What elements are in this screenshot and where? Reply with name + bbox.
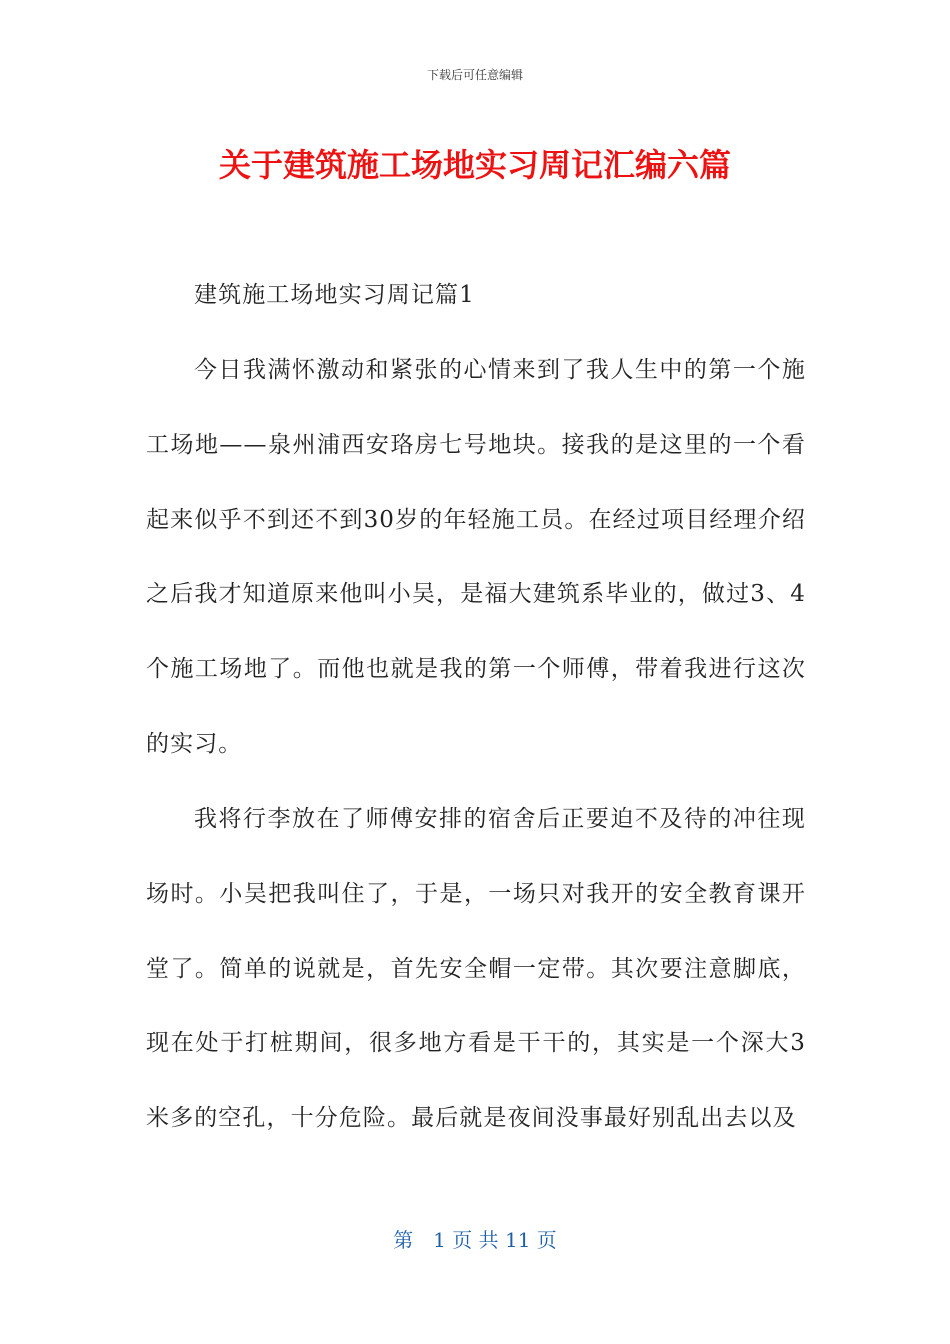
paragraph-block-1 bbox=[146, 333, 806, 782]
paragraph: 我将行李放在了师傅安排的宿舍后正要迫不及待的冲往现场时。小吴把我叫住了，于是，一场只对我开的安全教育课开堂了。简单的说就是，首先安全帽一定带。其次要注意脚底，现在处于打桩期间，很多地方看是干干的，其实是一个深大3米多的空孔，十分危险。最后就是夜间没事最好别乱出去以及 bbox=[146, 806, 806, 1132]
section-heading: 建筑施工场地实习周记篇1 bbox=[194, 282, 475, 308]
paragraph: 今日我满怀激动和紧张的心情来到了我人生中的第一个施工场地——泉州浦西安珞房七号地块。接我的是这里的一个看起来似乎不到还不到30岁的年轻施工员。在经过项目经理介绍之后我才知道原来他叫小吴，是福大建筑系毕业的，做过3、4个施工场地了。而他也就是我的第一个师傅，带着我进行这次的实习。 bbox=[146, 357, 806, 757]
document-title: 关于建筑施工场地实习周记汇编六篇 bbox=[218, 146, 731, 184]
header-note: 下载后可任意编辑 bbox=[426, 68, 523, 82]
page-number-footer: 第 1 页 共 11 页 bbox=[393, 1228, 557, 1252]
paragraph-block-2 bbox=[146, 782, 806, 1156]
